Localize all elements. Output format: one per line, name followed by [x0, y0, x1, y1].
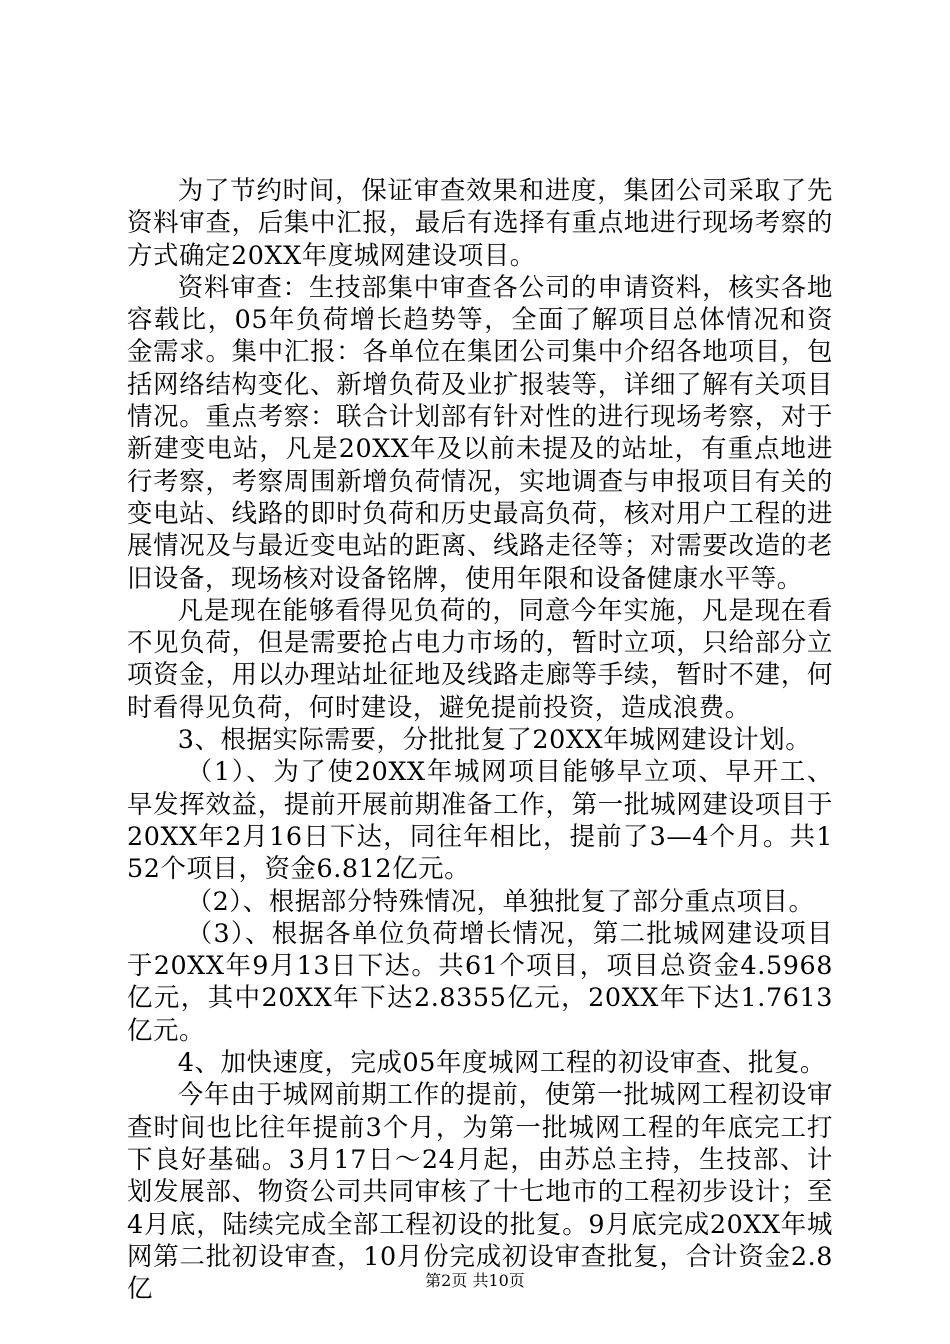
- paragraph-review-method: 为了节约时间，保证审查效果和进度，集团公司采取了先资料审查，后集中汇报，最后有选择有重点地进行现场考察的方式确定20XX年度城网建设项目。: [127, 175, 833, 270]
- paragraph-item-4-heading: 4、加快速度，完成05年度城网工程的初设审查、批复。: [177, 1047, 826, 1078]
- paragraph-data-review: 资料审查：生技部集中审查各公司的申请资料，核实各地容载比，05年负荷增长趋势等，全面了解项目总体情况和资金需求。集中汇报：各单位在集团公司集中介绍各地项目，包括网络结构变化、新增负荷及业扩报装等，详细了解有关项目情况。重点考察：联合计划部有针对性的进行现场考察，对于新建变电站，凡是20XX年及以前未提及的站址，有重点地进行考察，考察周围新增负荷情况，实地调查与申报项目有关的变电站、线路的即时负荷和历史最高负荷，核对用户工程的进展情况及与最近变电站的距离、线路走径等；对需要改造的老旧设备，现场核对设备铭牌，使用年限和设备健康水平等。: [127, 271, 833, 593]
- paragraph-sub-item-2: （2）、根据部分特殊情况，单独批复了部分重点项目。: [186, 885, 815, 916]
- page-footer: 第2页 共10页: [425, 1271, 525, 1290]
- paragraph-sub-item-1: （1）、为了使20XX年城网项目能够早立项、早开工、早发挥效益，提前开展前期准备工作，第一批城网建设项目于20XX年2月16日下达，同往年相比，提前了3—4个月。共152个项目，资金6.812亿元。: [127, 756, 833, 884]
- paragraph-sub-item-3: （3）、根据各单位负荷增长情况，第二批城网建设项目于20XX年9月13日下达。共61个项目，项目总资金4.5968亿元，其中20XX年下达2.8355亿元，20XX年下达1.7613亿元。: [127, 917, 833, 1045]
- paragraph-load-principle: 凡是现在能够看得见负荷的，同意今年实施，凡是现在看不见负荷，但是需要抢占电力市场的，暂时立项，只给部分立项资金，用以办理站址征地及线路走廊等手续，暂时不建，何时看得见负荷，何时建设，避免提前投资，造成浪费。: [127, 594, 833, 722]
- paragraph-design-review: 今年由于城网前期工作的提前，使第一批城网工程初设审查时间也比往年提前3个月，为第一批城网工程的年底完工打下良好基础。3月17日～24月起，由苏总主持，生技部、计划发展部、物资公司共同审核了十七地市的工程初步设计；至4月底，陆续完成全部工程初设的批复。9月底完成20XX年城网第二批初设审查，10月份完成初设审查批复，合计资金2.8亿: [127, 1079, 833, 1304]
- document-body: [127, 174, 833, 1304]
- paragraph-item-3-heading: 3、根据实际需要，分批批复了20XX年城网建设计划。: [177, 724, 812, 755]
